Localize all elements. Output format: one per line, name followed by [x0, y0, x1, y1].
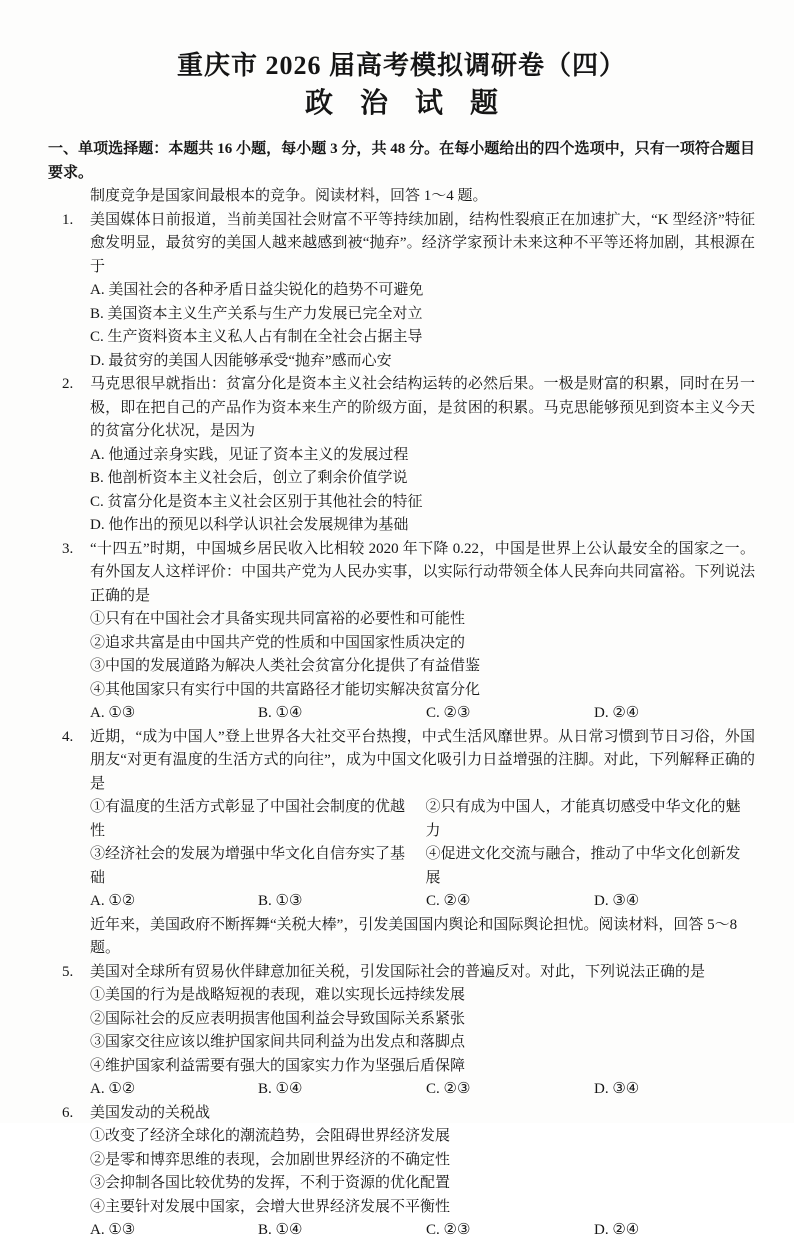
- question-2-option-c: C. 贫富分化是资本主义社会区别于其他社会的特征: [90, 493, 423, 510]
- question-5-statement-3: ③国家交往应该以维护国家间共同利益为出发点和落脚点: [90, 1034, 466, 1050]
- question-5-statement-1: ①美国的行为是战略短视的表现，难以实现长远持续发展: [90, 987, 466, 1003]
- question-4-option-c: C. ②④: [426, 893, 471, 909]
- question-5-option-b: B. ①④: [258, 1081, 303, 1097]
- question-3-option-d: D. ②④: [594, 705, 640, 721]
- question-6-option-d: D. ②④: [594, 1222, 640, 1238]
- question-5-option-a: A. ①②: [90, 1081, 136, 1097]
- question-2-option-a: A. 他通过亲身实践，见证了资本主义的发展过程: [90, 446, 409, 463]
- question-2-stem: 马克思很早就指出：贫富分化是资本主义社会结构运转的必然后果。一极是财富的积累，同时在另一极，即在把自己的产品作为资本来生产的阶级方面，是贫困的积累。马克思能够预见到资本主义今天的贫富分化状况，是因为: [90, 376, 755, 439]
- question-6-statement-3: ③会抑制各国比较优势的发挥，不利于资源的优化配置: [90, 1175, 451, 1191]
- question-6-stem: 美国发动的关税战: [90, 1104, 211, 1121]
- question-4-statement-grid: [90, 796, 755, 890]
- question-4-number: 4.: [62, 728, 74, 745]
- material-intro-questions-5-8: 近年来，美国政府不断挥舞“关税大棒”，引发美国国内舆论和国际舆论担忧。阅读材料，回答 5～8 题。: [90, 916, 738, 956]
- question-6-statement-1: ①改变了经济全球化的潮流趋势，会阻碍世界经济发展: [90, 1128, 451, 1144]
- question-3-option-a: A. ①③: [90, 705, 136, 721]
- question-6-option-row: [90, 1219, 755, 1243]
- question-3-statement-2: ②追求共富是由中国共产党的性质和中国国家性质决定的: [90, 634, 466, 651]
- question-3-option-c: C. ②③: [426, 705, 471, 721]
- question-5-stem: 美国对全球所有贸易伙伴肆意加征关税，引发国际社会的普遍反对。对此，下列说法正确的是: [90, 963, 706, 980]
- paper-title: 重庆市 2026 届高考模拟调研卷（四）: [176, 51, 626, 80]
- question-2-number: 2.: [62, 376, 74, 392]
- question-5-option-c: C. ②③: [426, 1081, 471, 1097]
- question-1-option-b: B. 美国资本主义生产关系与生产力发展已完全对立: [90, 305, 423, 322]
- question-3-option-row: [90, 702, 755, 726]
- question-1-option-a: A. 美国社会的各种矛盾日益尖锐化的趋势不可避免: [90, 282, 424, 298]
- question-1-option-d: D. 最贫穷的美国人因能够承受“抛弃”感而心安: [90, 352, 392, 369]
- question-4-option-a: A. ①②: [90, 893, 136, 909]
- question-3: [62, 538, 755, 726]
- question-5: [62, 961, 755, 1102]
- question-4-statement-2: ②只有成为中国人，才能真切感受中华文化的魅力: [425, 799, 741, 839]
- question-3-stem: “十四五”时期，中国城乡居民收入比相较 2020 年下降 0.22，中国是世界上公认最安全的国家之一。有外国友人这样评价：中国共产党为人民办实事，以实际行动带领全体人民奔向共同富裕。下列说法正确的是: [90, 540, 755, 604]
- section-instructions: 一、单项选择题：本题共 16 小题，每小题 3 分，共 48 分。在每小题给出的四个选项中，只有一项符合题目要求。: [48, 141, 755, 181]
- question-1-option-c: C. 生产资料资本主义私人占有制在全社会占据主导: [90, 329, 423, 345]
- question-1-stem: 美国媒体日前报道，当前美国社会财富不平等持续加剧，结构性裂痕正在加速扩大，“K 型经济”特征愈发明显，最贫穷的美国人越来越感到被“抛弃”。经济学家预计未来这种不平等还将加剧，其根源在于: [90, 211, 755, 275]
- question-3-statement-4: ④其他国家只有实行中国的共富路径才能切实解决贫富分化: [90, 681, 481, 698]
- question-5-option-row: [90, 1078, 755, 1102]
- question-6-option-a: A. ①③: [90, 1222, 136, 1238]
- question-6-statement-2: ②是零和博弈思维的表现，会加剧世界经济的不确定性: [90, 1151, 451, 1168]
- question-2: [62, 373, 755, 538]
- question-6-number: 6.: [62, 1104, 74, 1121]
- question-4-option-b: B. ①③: [258, 893, 303, 909]
- question-3-statement-3: ③中国的发展道路为解决人类社会贫富分化提供了有益借鉴: [90, 658, 481, 674]
- question-4-statement-4: ④促进文化交流与融合，推动了中华文化创新发展: [425, 846, 741, 886]
- question-4-statement-3: ③经济社会的发展为增强中华文化自信夯实了基础: [90, 846, 406, 886]
- question-4: [62, 726, 755, 914]
- paper-subtitle: 政 治 试 题: [304, 88, 508, 119]
- question-1-number: 1.: [62, 211, 74, 228]
- material-intro-questions-1-4: 制度竞争是国家间最根本的竞争。阅读材料，回答 1～4 题。: [90, 188, 488, 204]
- question-4-stem: 近期，“成为中国人”登上世界各大社交平台热搜，中式生活风靡世界。从日常习惯到节日习俗，外国朋友“对更有温度的生活方式的向往”，成为中国文化吸引力日益增强的注脚。对此，下列解释正确的是: [90, 728, 755, 792]
- question-3-statement-1: ①只有在中国社会才具备实现共同富裕的必要性和可能性: [90, 611, 466, 627]
- question-6-option-b: B. ①④: [258, 1222, 303, 1238]
- question-3-option-b: B. ①④: [258, 705, 303, 721]
- question-4-option-row: [90, 890, 755, 914]
- question-2-option-d: D. 他作出的预见以科学认识社会发展规律为基础: [90, 517, 409, 533]
- question-5-statement-2: ②国际社会的反应表明损害他国利益会导致国际关系紧张: [90, 1010, 466, 1027]
- question-6-statement-4: ④主要针对发展中国家，会增大世界经济发展不平衡性: [90, 1198, 451, 1215]
- question-1: [62, 209, 755, 374]
- question-5-option-d: D. ③④: [594, 1081, 640, 1097]
- question-6-option-c: C. ②③: [426, 1222, 471, 1238]
- question-4-option-d: D. ③④: [594, 893, 640, 909]
- question-3-number: 3.: [62, 540, 74, 557]
- question-2-option-b: B. 他剖析资本主义社会后，创立了剩余价值学说: [90, 470, 408, 486]
- question-6: [62, 1102, 755, 1243]
- question-5-number: 5.: [62, 963, 74, 980]
- question-5-statement-4: ④维护国家利益需要有强大的国家实力作为坚强后盾保障: [90, 1057, 466, 1074]
- question-4-statement-1: ①有温度的生活方式彰显了中国社会制度的优越性: [90, 799, 406, 839]
